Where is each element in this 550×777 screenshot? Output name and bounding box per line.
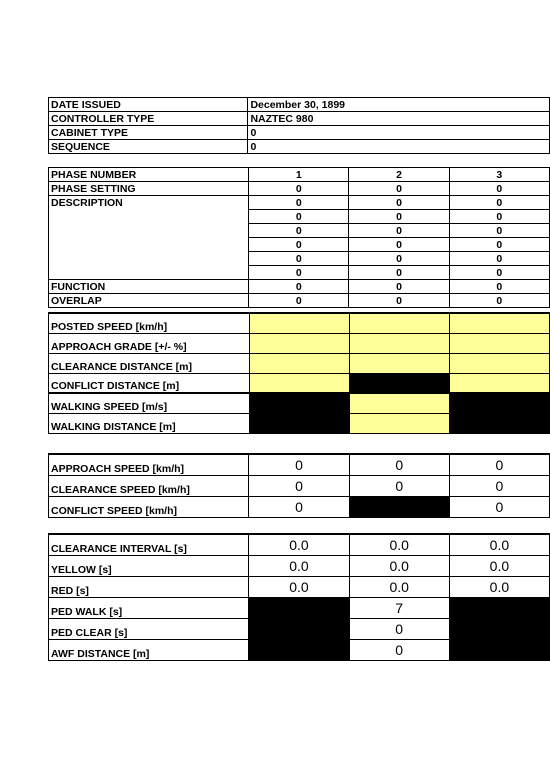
approach-speed-cell: 0: [349, 454, 449, 475]
ped-walk-blocked-cell: [449, 597, 549, 618]
date-issued-value[interactable]: December 30, 1899: [248, 98, 550, 112]
ped-clear-blocked-cell: [249, 618, 349, 639]
posted-speed-input[interactable]: [349, 313, 449, 333]
controller-type-label: CONTROLLER TYPE: [49, 112, 248, 126]
clearance-distance-input[interactable]: [249, 353, 349, 373]
awf-distance-cell: 0: [349, 639, 449, 660]
ped-clear-blocked-cell: [449, 618, 549, 639]
description-cell[interactable]: 0: [249, 210, 349, 224]
description-cell[interactable]: 0: [449, 266, 549, 280]
conflict-distance-row: [49, 373, 550, 393]
phase-setting-row: [49, 182, 550, 196]
phase-setting-cell[interactable]: 0: [349, 182, 449, 196]
overlap-cell[interactable]: 0: [449, 294, 549, 308]
clearance-interval-cell: 0.0: [249, 534, 349, 555]
description-cell[interactable]: 0: [349, 252, 449, 266]
ped-walk-blocked-cell: [249, 597, 349, 618]
approach-grade-input[interactable]: [249, 333, 349, 353]
clearance-distance-input[interactable]: [349, 353, 449, 373]
description-cell[interactable]: 0: [349, 224, 449, 238]
ped-clear-cell: 0: [349, 618, 449, 639]
sequence-value[interactable]: 0: [248, 140, 550, 154]
ped-clear-row: [49, 618, 550, 639]
approach-grade-input[interactable]: [349, 333, 449, 353]
conflict-speed-cell: 0: [449, 496, 549, 517]
description-cell[interactable]: 0: [249, 238, 349, 252]
yellow-cell: 0.0: [249, 555, 349, 576]
clearance-distance-input[interactable]: [449, 353, 549, 373]
date-issued-label: DATE ISSUED: [49, 98, 248, 112]
awf-distance-blocked-cell: [449, 639, 549, 660]
walking-distance-row: [49, 413, 550, 433]
description-label: DESCRIPTION: [49, 196, 249, 210]
clearance-speed-label: CLEARANCE SPEED [km/h]: [49, 475, 249, 496]
red-cell: 0.0: [349, 576, 449, 597]
approach-grade-label: APPROACH GRADE [+/- %]: [49, 333, 250, 353]
phase-setting-cell[interactable]: 0: [449, 182, 549, 196]
approach-speed-row: [49, 454, 550, 475]
description-cell[interactable]: 0: [249, 224, 349, 238]
function-label: FUNCTION: [49, 280, 249, 294]
conflict-distance-label: CONFLICT DISTANCE [m]: [49, 373, 250, 393]
description-cell[interactable]: 0: [349, 266, 449, 280]
description-label-spacer: [49, 266, 249, 280]
walking-distance-label: WALKING DISTANCE [m]: [49, 413, 250, 433]
overlap-row: [49, 294, 550, 308]
description-cell[interactable]: 0: [449, 224, 549, 238]
description-cell[interactable]: 0: [349, 210, 449, 224]
ped-walk-row: [49, 597, 550, 618]
description-cell[interactable]: 0: [449, 252, 549, 266]
conflict-distance-blocked-cell: [349, 373, 449, 393]
function-cell[interactable]: 0: [449, 280, 549, 294]
phase-number-label: PHASE NUMBER: [49, 168, 249, 182]
conflict-distance-input[interactable]: [449, 373, 549, 393]
clearance-distance-row: [49, 353, 550, 373]
phase-number-cell: 1: [249, 168, 349, 182]
sequence-label: SEQUENCE: [49, 140, 248, 154]
cabinet-type-value[interactable]: 0: [248, 126, 550, 140]
description-row: [49, 196, 550, 210]
conflict-speed-row: [49, 496, 550, 517]
phase-number-row: [49, 168, 550, 182]
walking-speed-label: WALKING SPEED [m/s]: [49, 393, 250, 413]
overlap-cell[interactable]: 0: [349, 294, 449, 308]
description-cell[interactable]: 0: [249, 266, 349, 280]
conflict-distance-input[interactable]: [249, 373, 349, 393]
cabinet-type-row: [49, 126, 550, 140]
clearance-speed-cell: 0: [249, 475, 349, 496]
function-row: [49, 280, 550, 294]
overlap-cell[interactable]: 0: [249, 294, 349, 308]
red-cell: 0.0: [249, 576, 349, 597]
description-row: [49, 238, 550, 252]
clearance-speed-row: [49, 475, 550, 496]
phase-number-cell: 3: [449, 168, 549, 182]
description-row: [49, 210, 550, 224]
controller-type-value[interactable]: NAZTEC 980: [248, 112, 550, 126]
clearance-interval-row: [49, 534, 550, 555]
controller-type-row: [49, 112, 550, 126]
walking-distance-input[interactable]: [349, 413, 449, 433]
speeds-table: [48, 453, 550, 518]
description-cell[interactable]: 0: [349, 196, 449, 210]
clearance-distance-label: CLEARANCE DISTANCE [m]: [49, 353, 250, 373]
phase-setting-label: PHASE SETTING: [49, 182, 249, 196]
conflict-speed-blocked-cell: [349, 496, 449, 517]
phase-number-cell: 2: [349, 168, 449, 182]
function-cell[interactable]: 0: [349, 280, 449, 294]
description-cell[interactable]: 0: [449, 210, 549, 224]
awf-distance-blocked-cell: [249, 639, 349, 660]
posted-speed-label: POSTED SPEED [km/h]: [49, 313, 250, 333]
clearance-interval-label: CLEARANCE INTERVAL [s]: [49, 534, 249, 555]
posted-speed-input[interactable]: [249, 313, 349, 333]
phase-table: [48, 167, 550, 308]
approach-speed-label: APPROACH SPEED [km/h]: [49, 454, 249, 475]
red-label: RED [s]: [49, 576, 249, 597]
yellow-row: [49, 555, 550, 576]
yellow-cell: 0.0: [449, 555, 549, 576]
walking-speed-input[interactable]: [349, 393, 449, 413]
clearance-interval-cell: 0.0: [349, 534, 449, 555]
sequence-row: [49, 140, 550, 154]
phase-setting-cell[interactable]: 0: [249, 182, 349, 196]
posted-speed-input[interactable]: [449, 313, 549, 333]
posted-speed-row: [49, 313, 550, 333]
description-label-spacer: [49, 210, 249, 224]
description-label-spacer: [49, 238, 249, 252]
description-label-spacer: [49, 224, 249, 238]
approach-speed-cell: 0: [249, 454, 349, 475]
approach-grade-row: [49, 333, 550, 353]
description-cell[interactable]: 0: [449, 238, 549, 252]
description-cell[interactable]: 0: [249, 196, 349, 210]
description-row: [49, 224, 550, 238]
clearance-speed-cell: 0: [349, 475, 449, 496]
date-issued-row: [49, 98, 550, 112]
approach-speed-cell: 0: [449, 454, 549, 475]
awf-distance-label: AWF DISTANCE [m]: [49, 639, 249, 660]
walking-speed-row: [49, 393, 550, 413]
ped-walk-cell: 7: [349, 597, 449, 618]
clearance-speed-cell: 0: [449, 475, 549, 496]
description-row: [49, 266, 550, 280]
description-cell[interactable]: 0: [449, 196, 549, 210]
overlap-label: OVERLAP: [49, 294, 249, 308]
description-cell[interactable]: 0: [349, 238, 449, 252]
yellow-cell: 0.0: [349, 555, 449, 576]
header-table: [48, 97, 550, 154]
description-cell[interactable]: 0: [249, 252, 349, 266]
approach-grade-input[interactable]: [449, 333, 549, 353]
red-cell: 0.0: [449, 576, 549, 597]
clearance-interval-cell: 0.0: [449, 534, 549, 555]
description-row: [49, 252, 550, 266]
awf-distance-row: [49, 639, 550, 660]
walking-distance-blocked-cell: [249, 413, 349, 433]
ped-walk-label: PED WALK [s]: [49, 597, 249, 618]
walking-speed-blocked-cell: [249, 393, 349, 413]
description-label-spacer: [49, 252, 249, 266]
inputs-table: [48, 312, 550, 434]
red-row: [49, 576, 550, 597]
function-cell[interactable]: 0: [249, 280, 349, 294]
conflict-speed-cell: 0: [249, 496, 349, 517]
yellow-label: YELLOW [s]: [49, 555, 249, 576]
ped-clear-label: PED CLEAR [s]: [49, 618, 249, 639]
walking-speed-blocked-cell: [449, 393, 549, 413]
cabinet-type-label: CABINET TYPE: [49, 126, 248, 140]
walking-distance-blocked-cell: [449, 413, 549, 433]
timing-table: [48, 533, 550, 661]
conflict-speed-label: CONFLICT SPEED [km/h]: [49, 496, 249, 517]
